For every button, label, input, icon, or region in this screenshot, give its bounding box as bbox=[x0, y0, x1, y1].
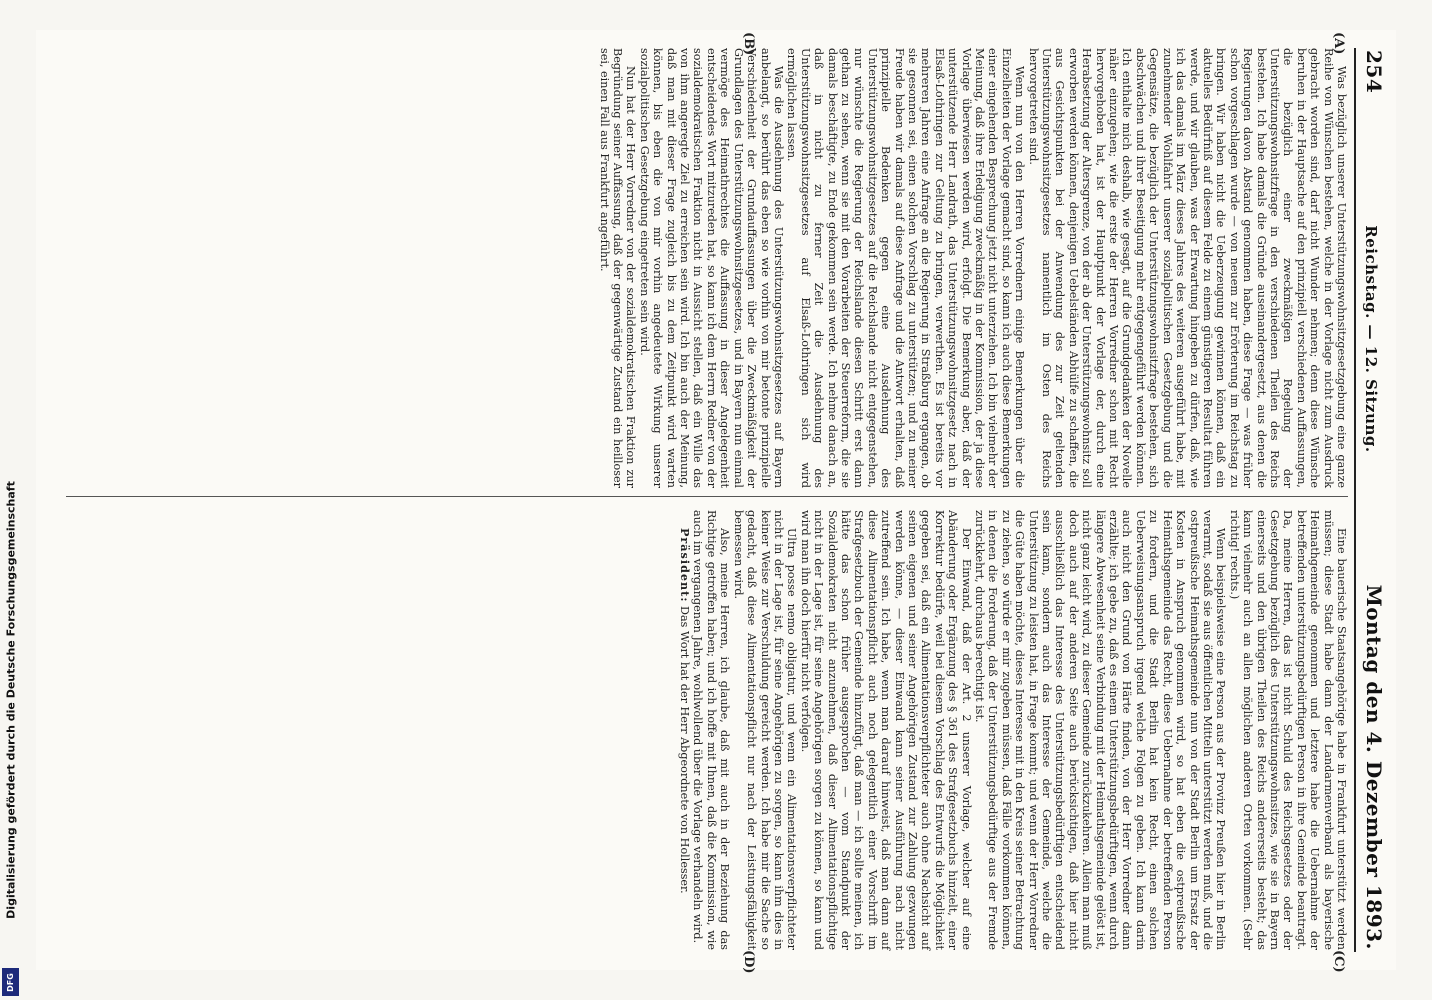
right-column bbox=[66, 510, 1348, 950]
dfg-logo-text: DFG bbox=[6, 972, 16, 992]
header-date: Montag den 4. Dezember 1893. bbox=[1362, 584, 1386, 950]
marker-a: (A) bbox=[1331, 32, 1346, 55]
rotated-page bbox=[36, 30, 1396, 974]
digitization-footer bbox=[0, 0, 22, 1000]
marker-b: (B) bbox=[741, 32, 756, 56]
paragraph: Wenn beispielsweise eine Person aus der Provinz Preußen hier in Berlin verarmt, sodaß sie aus öffentlichen Mitteln unterstützt werden muß, und die ostpreußische Heimathsgemeinde nun von der Stadt Berlin um Ersatz der Kosten in Anspruch genommen wird, so hat eben die ostpreußische Heimathsgemeinde das Recht, diese Uebernahme der betreffenden Person zu fordern, und die Stadt Berlin hat kein Recht, einen solchen Ueberweisungsanspruch irgend welche Folgen zu geben. Ich kann darin auch nicht den Grund von Härte finden, von der Herr Vorredner dann erzählte; ich gebe zu, daß es einem Unterstützungsbedürftigen, wenn durch längere Abwesenheit seine Verbindung mit der Heimathsgemeinde gelöst ist, nicht ganz leicht wird, zu dieser Gemeinde zurückzukehren. Allein man muß doch auch auf der anderen Seite auch berücksichtigen, daß hier nicht ausschließlich das Interesse des Unterstützungsbedürftigen entscheidend sein kann, sondern auch das Interesse der Gemeinde, welche die Unterstützung zu leisten hat, in Frage kommt; und wenn der Herr Vorredner die Güte haben möchte, dieses Interesse mit in den Kreis seiner Betrachtung zu ziehen, so würde er mir zugeben müssen, daß Fälle vorkommen können, in denen die Forderung, daß der Unterstützungsbedürftige aus der Fremde zurückkehrt, durchaus berechtigt ist. bbox=[973, 510, 1228, 950]
speaker-text: Das Wort hat der Herr Abgeordnete von Hollesser. bbox=[678, 606, 692, 894]
left-column bbox=[66, 48, 1348, 488]
paragraph: Eine bauerische Staatsangehörige habe in Frankfurt unterstützt werden müssen; diese Stadt habe dann der Landarmenverband als bayerische Heimathgemeinde genommen und letztere habe die Uebernahme der betreffenden unterstützungsbedürftigen Person in ihre Gemeinde beantragt. Da, meine Herren, das ist nicht Schuld des Reichsgesetzes oder der Gesetzgebung bezüglich des Unterstützungswohnsitzes, wie sie in Bayern einerseits und den übrigen Theilen des Reichs andererseits besteht; das kann vielmehr auch an allen möglichen anderen Orten vorkommen. (Sehr richtig! rechts.) bbox=[1227, 510, 1348, 950]
paragraph: Wenn nun von den Herren Vorrednern einige Bemerkungen über die Einzelheiten der Vorlage gemacht sind, so kann ich auch diese Bemerkungen einer eingehenden Besprechung jetzt nicht unterziehen. Ich bin vielmehr der Meinung, daß ihre Erledigung zweckmäßig in der Kommission, der ja diese Vorlage überwiesen werden wird, erfolgt. Die Bemerkung aber, daß der unterstützende Herr Landrath, das Unterstützungswohnsitzgesetz nach in Elsaß-Lothringen zur Geltung zu bringen, verwerthen. Es ist bereits vor mehreren Jahren eine Anfrage an die Regierung in Straßburg ergangen, ob sie gesonnen sei, einen solchen Vorschlag zu unterstützen; und zu meiner Freude haben wir damals auf diese Anfrage und die Antwort erhalten, daß prinzipielle Bedenken gegen eine Ausdehnung des Unterstützungswohnsitzgesetzes auf die Reichslande nicht entgegenstehen, nur wünschte die Regierung der Reichslande diesen Schritt erst dann gethan zu sehen, wenn sie mit den Vorarbeiten der Steuerreform, die sie damals beschäftigte, zu Ende gekommen sein werde. Ich nehme danach an, daß in nicht zu ferner Zeit die Ausdehnung des Unterstützungswohnsitzgesetzes auf Elsaß-Lothringen sich wird ermöglichen lassen. bbox=[785, 48, 1027, 488]
paragraph: Was bezüglich unserer Unterstützungswohnsitzgesetzgebung eine ganze Reihe von Wünschen bestehen, welche in der Vorlage nicht zum Ausdruck gebracht worden sind, darf nicht Wunder nehmen; denn diese Wünsche beruhen in der Hauptsache auf den prinzipiell verschiedenen Auffassungen, die bezüglich einer zweckmäßigen Regelung der Unterstützungswohnsitzfrage in den verschiedenen Theilen des Reichs bestehen. Ich habe damals die Gründe auseinandergesetzt, aus denen die Regierungen davon Abstand genommen haben, diese Frage — was früher schon vorgeschlagen wurde — von neuem zur Erörterung im Reichstag zu bringen. Wir haben nicht die Ueberzeugung gewinnen können, daß ein aktuelles Bedürfniß auf diesem Felde zu einem günstigeren Resultat führen werde, und wir glauben, was der Erwartung hingeben zu dürfen, daß, wie ich das damals im März dieses Jahres des weiteren ausgeführt habe, mit zunehmender Wohlfahrt unserer sozialpolitischen Gesetzgebung und die Gegensätze, die bezüglich der Unterstützungswohnsitzfrage bestehen, sich abschwächen und ihrer Beseitigung mehr entgegengeführt werden können. Ich enthalte mich deshalb, wie gesagt, auf die Grundgedanken der Novelle näher einzugehen; wie die erste der Herren Vorredner schon mit Recht hervorgehoben hat, ist der Hauptpunkt der Vorlage der, durch eine Herabsetzung der Altersgrenze, von der ab der Unterstützungswohnsitz soll erworben werden können, denjenigen Uebelständen Abhülfe zu schaffen, die aus Gesichtspunkten bei der Anwendung des zur Zeit geltenden Unterstützungswohnsitzgesetzes namentlich im Osten des Reichs hervorgetreten sind. bbox=[1026, 48, 1348, 488]
paragraph: Ultra posse nemo obligatur, und wenn ein Alimentationsverpflichteter nicht in der Lage ist, für seine Angehörigen zu sorgen, so kann ihm dies in keiner Weise zur Verschuldung gereicht werden. Ich habe mir die Sache so gedacht, daß diese Alimentationspflicht nur nach der Leistungsfähigkeit bemessen wird. bbox=[731, 510, 799, 950]
paragraph: Der Einwand, daß der Art. 2 unserer Vorlage, welcher auf eine Abänderung oder Ergänzung des § 361 des Strafgesetzbuchs hinzielt, einer Korrektur bedürfe, weil bei diesem Vorschlag des Entwurfs die Möglichkeit gegeben sei, daß ein Alimentationsverpflichteter auch ohne Nachsicht auf seinen eigenen und seiner Angehörigen Zustand zur Zahlung gezwungen werden könne, — dieser Einwand kann seiner Ausführung nach nicht zutreffend sein. Ich habe, wenn man darauf hinweist, daß man dann auf diese Alimentationspflicht auch noch gelegentlich einer Vorschrift im Strafgesetzbuch der Gemeinde hinzufügt, daß man — ich sollte meinen, ich hätte das schon früher ausgesprochen — vom Standpunkt der Sozialdemokraten nicht anzunehmen, daß dieser Alimentationspflichtige nicht in der Lage ist, für seine Angehörigen sorgen zu können, so kann und wird man ihn doch hierfür nicht verfolgen. bbox=[798, 510, 973, 950]
speaker-label: Präsident: bbox=[678, 528, 693, 603]
header-session: Reichstag. — 12. Sitzung. bbox=[1362, 225, 1380, 453]
paragraph: Nun hat der Herr Vorredner von der sozialdemokratischen Fraktion zur Begründung seiner Auffassung, daß der gegenwärtige Zustand ein heilloser sei, einen Fall aus Frankfurt angeführt. bbox=[597, 48, 638, 488]
dfg-logo-icon bbox=[2, 968, 19, 996]
closing-paragraph bbox=[678, 510, 691, 950]
paragraph: Also, meine Herren, ich glaube, daß mit auch in der Beziehung das Richtige getroffen haben; und ich hoffe mit Ihnen, daß die Kommission, wie auch im vergangenen Jahre, wohlwollend über die Vorlage verhandeln wird. bbox=[691, 510, 732, 950]
paragraph: Was die Ausdehnung des Unterstützungswohnsitzgesetzes auf Bayern anbelangt, so berührt das eben so wie vorhin von mir betonte prinzipielle Verschiedenheit der Grundauffassungen über die Zweckmäßigkeit der Grundlagen des Unterstützungswohnsitzgesetzes, und in Bayern nun einmal vermöge des Heimathrechtes die Auffassung in dieser Angelegenheit entscheidendes Wort mitzureden hat, so kann ich dem Herrn Redner von der sozialdemokratischen Fraktion nicht in Aussicht stellen, daß ein Wille das von ihm angeregte Ziel zu erreichen sein wird. Ich bin auch der Meinung, daß man mit dieser Frage zugleich bis zu dem Zeitpunkt wird warten können, bis eben die von mir vorhin angedeutete Wirkung unserer sozialpolitischen Gesetzgebung eingetreten sein wird. bbox=[637, 48, 785, 488]
column-divider bbox=[66, 496, 1348, 497]
header-rule bbox=[1354, 48, 1356, 952]
running-head bbox=[1362, 50, 1388, 950]
marker-c: (C) bbox=[1331, 950, 1346, 973]
digitization-note: Digitalisierung gefördert durch die Deutsche Forschungsgemeinschaft bbox=[4, 481, 18, 919]
marker-d: (D) bbox=[741, 950, 756, 974]
page-number: 254 bbox=[1362, 50, 1386, 94]
